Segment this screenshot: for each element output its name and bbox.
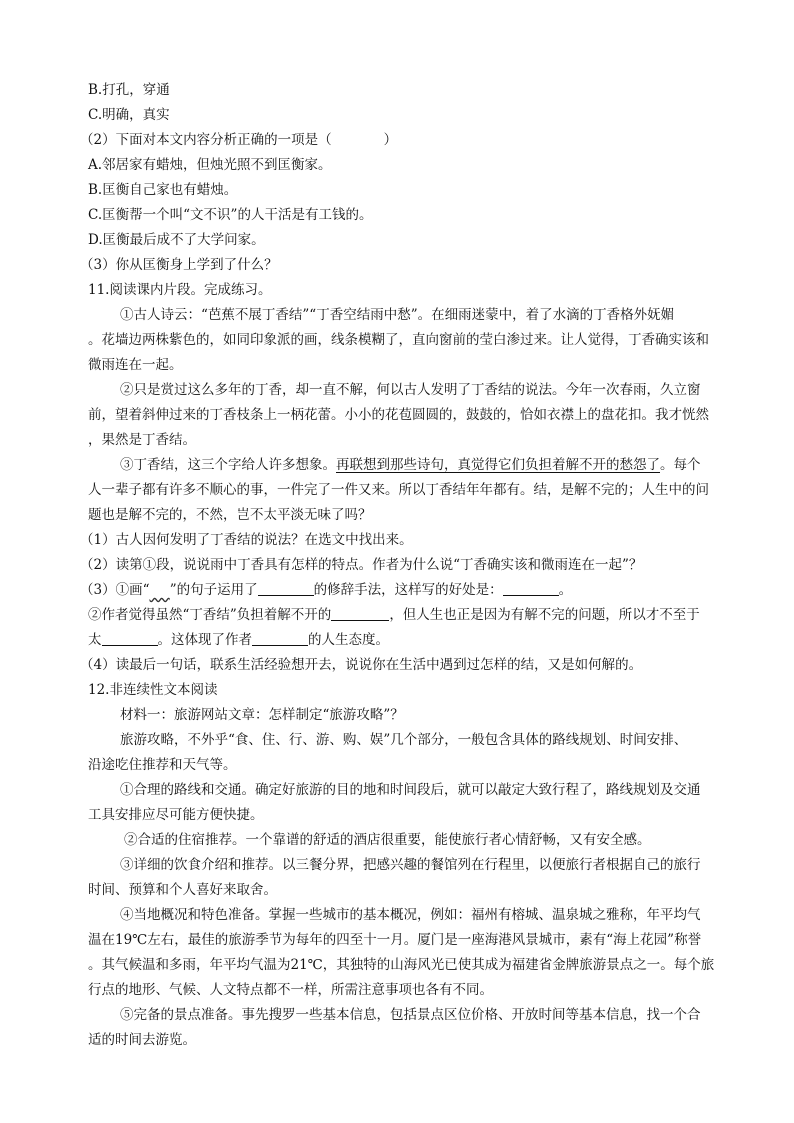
q10-sub3: （3）你从匡衡身上学到了什么？	[80, 257, 278, 273]
q11-para2-line1: ②只是赏过这么多年的丁香，却一直不解，何以古人发明了丁香结的说法。今年一次春雨，久立窗	[120, 382, 701, 398]
answer-blank[interactable]	[102, 631, 158, 646]
q12-item3-line2: 时间、预算和个人喜好来取舍。	[88, 882, 277, 898]
q11-para3-line3: 题也是解不完的，不然，岂不太平淡无味了吗？	[88, 507, 372, 523]
q11-sub2: （2）读第①段，说说雨中丁香具有怎样的特点。作者为什么说“丁香确实该和微雨连在一起”？	[80, 557, 643, 573]
q11-sub3-part3: 太 。这体现了作者 的人生态度。	[88, 632, 389, 648]
q12-item4-line1: ④当地概况和特色准备。掌握一些城市的基本概况，例如：福州有榕城、温泉城之雅称，年平均气	[120, 907, 701, 923]
q12-intro-line2: 沿途吃住推荐和天气等。	[88, 757, 237, 773]
q10-option-b: B.打孔，穿通	[88, 82, 170, 98]
q12-item5-line1: ⑤完备的景点准备。事先搜罗一些基本信息，包括景点区位价格、开放时间等基本信息，找一个合	[120, 1007, 701, 1023]
q10-sub2-option-a: A.邻居家有蜡烛，但烛光照不到匡衡家。	[88, 157, 332, 173]
q12-item5-line2: 适的时间去游览。	[88, 1032, 196, 1048]
q11-sub1: （1）古人因何发明了丁香结的说法？在选文中找出来。	[80, 532, 413, 548]
q11-sub3: （3）①画“​ ”的句子运用了 的修辞手法，这样写的好处是： 。	[80, 582, 573, 598]
q11-title: 11.阅读课内片段。完成练习。	[88, 282, 272, 298]
q12-intro-line1: 旅游攻略，不外乎“食、住、行、游、购、娱”几个部分，一般包含具体的路线规划、时间安排、	[120, 732, 688, 748]
wavy-line-mark: ​	[149, 582, 170, 598]
q11-sub4: （4）读最后一句话，联系生活经验想开去，说说你在生活中遇到过怎样的结，又是如何解的。	[80, 657, 643, 673]
q12-material1-title: 材料一：旅游网站文章：怎样制定“旅游攻略”？	[120, 707, 404, 723]
q11-para2-line3: ，果然是丁香结。	[88, 432, 196, 448]
q10-sub2: （2）下面对本文内容分析正确的一项是（ ）	[80, 132, 398, 148]
underlined-sentence: 再联想到那些诗句，真觉得它们负担着解不开的愁怨了	[336, 457, 660, 473]
q12-item4-line4: 行点的地形、气候、人文特点都不一样，所需注意事项也各有不同。	[88, 982, 493, 998]
q12-item1-line1: ①合理的路线和交通。确定好旅游的目的地和时间段后，就可以敲定大致行程了，路线规划及交通	[120, 782, 701, 798]
q12-item1-line2: 工具安排应尽可能方便快捷。	[88, 807, 264, 823]
q11-para2-line2: 前，望着斜伸过来的丁香枝条上一柄花蕾。小小的花苞圆圆的，鼓鼓的，恰如衣襟上的盘花扣。我才恍然	[88, 407, 709, 423]
q12-title: 12.非连续性文本阅读	[88, 682, 218, 698]
q12-item4-line3: 。其气候温和多雨，年平均气温为21℃，其独特的山海风光已使其成为福建省金牌旅游景点之一。每个旅	[88, 957, 715, 973]
q12-item3-line1: ③详细的饮食介绍和推荐。以三餐分界，把感兴趣的餐馆列在行程里，以便旅行者根据自己的旅行	[120, 857, 701, 873]
q11-sub3-part2: ②作者觉得虽然“丁香结”负担着解不开的 ，但人生也正是因为有解不完的问题，所以才不至于	[88, 607, 700, 623]
answer-blank[interactable]	[331, 606, 389, 621]
q11-para1-line3: 微雨连在一起。	[88, 357, 183, 373]
q10-sub2-option-d: D.匡衡最后成不了大学问家。	[88, 232, 265, 248]
answer-blank[interactable]	[258, 581, 314, 596]
q10-sub2-option-b: B.匡衡自己家也有蜡烛。	[88, 182, 238, 198]
q11-para3-line1: ③丁香结，这三个字给人许多想象。再联想到那些诗句，真觉得它们负担着解不开的愁怨了。每个	[120, 457, 701, 473]
q12-item4-line2: 温在19℃左右，最佳的旅游季节为每年的四至十一月。厦门是一座海港风景城市，素有“海上花园”称誉	[88, 932, 702, 948]
answer-blank[interactable]	[252, 631, 308, 646]
answer-blank[interactable]	[503, 581, 559, 596]
q11-para1-line1: ①古人诗云：“芭蕉不展丁香结”“丁香空结雨中愁”。在细雨迷蒙中，着了水滴的丁香格外妩媚	[120, 307, 675, 323]
q11-para3-line2: 人一辈子都有许多不顺心的事，一件完了一件又来。所以丁香结年年都有。结，是解不完的；人生中的问	[88, 482, 709, 498]
q10-option-c: C.明确，真实	[88, 107, 170, 123]
q12-item2: ②合适的住宿推荐。一个靠谱的舒适的酒店很重要，能使旅行者心情舒畅，又有安全感。	[124, 832, 651, 848]
q10-sub2-option-c: C.匡衡帮一个叫“文不识”的人干活是有工钱的。	[88, 207, 373, 223]
q11-para1-line2: 。花墙边两株紫色的，如同印象派的画，线条模糊了，直向窗前的莹白渗过来。让人觉得，丁香确实该和	[88, 332, 709, 348]
